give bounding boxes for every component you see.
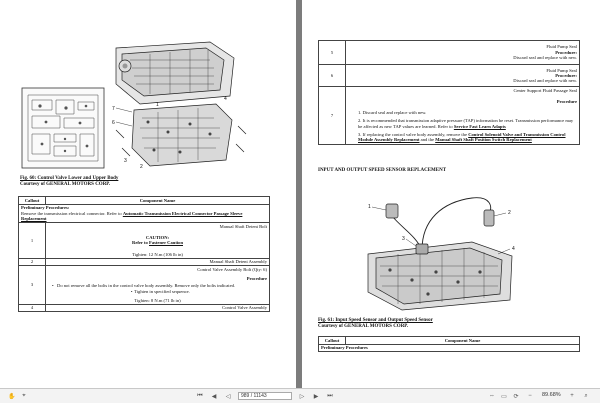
- section-heading: INPUT AND OUTPUT SPEED SENSOR REPLACEMENT: [318, 168, 447, 173]
- hand-icon[interactable]: ✋: [8, 393, 16, 400]
- viewer-toolbar: [0, 388, 600, 403]
- component-name: Center Support Fluid Passage Seal: [513, 87, 577, 93]
- component-cell: [346, 65, 580, 87]
- select-icon[interactable]: ⌖: [22, 392, 26, 399]
- table-row: [19, 223, 270, 259]
- svg-text:6: 6: [112, 120, 115, 126]
- speed-sensor-illustration: [362, 180, 552, 312]
- procedure-label: Procedure: [246, 276, 267, 282]
- table-header-callout: Callout: [319, 337, 346, 345]
- zoom-level: 89.68%: [542, 392, 561, 398]
- table-row: [19, 304, 270, 312]
- svg-text:3: 3: [402, 236, 405, 242]
- table-row: [19, 266, 270, 304]
- svg-text:2: 2: [508, 210, 511, 216]
- table-row: [319, 41, 580, 65]
- procedure-label: Procedure:: [555, 49, 577, 55]
- figure-credit: Courtesy of GENERAL MOTORS CORP.: [20, 182, 111, 187]
- sensor-components-table: [318, 336, 580, 352]
- fit-page-icon[interactable]: ▭: [501, 393, 507, 400]
- preliminary-label: Preliminary Procedures:: [21, 205, 70, 211]
- component-name: Fluid Pump Seal: [546, 67, 577, 73]
- procedure-bullet: Do not remove all the bolts in the control valve body assembly. Remove only the bolts indicated.: [57, 282, 236, 288]
- callout-cell: 6: [319, 65, 346, 87]
- search-icon[interactable]: ⌕: [584, 392, 588, 399]
- procedure-step: 2. It is recommended that transmission adaptive pressure (TAP) information be reset. Transmission performance may be affected as new TAP values are learned. Refer to: [358, 118, 574, 129]
- table-header-component: Component Name: [46, 197, 270, 205]
- tighten-spec: Tighten: 12 N.m (106 lb in): [132, 251, 183, 257]
- callout-cell: 1: [19, 223, 46, 259]
- procedure-label: Procedure: [556, 99, 577, 105]
- component-name: Manual Shaft Detent Bolt: [219, 223, 267, 229]
- preliminary-text: Remove the transmission electrical connector. Refer to: [21, 210, 122, 216]
- page-display: 989 / 11143: [241, 392, 267, 399]
- table-header-component: Component Name: [346, 337, 580, 345]
- table-row: [19, 258, 270, 266]
- svg-text:1: 1: [368, 204, 371, 210]
- svg-text:7: 7: [112, 106, 115, 112]
- svg-text:3: 3: [124, 158, 127, 164]
- document-page-left: [0, 0, 296, 388]
- svg-text:1: 1: [156, 102, 159, 108]
- components-table: [18, 196, 270, 312]
- preliminary-row: [19, 204, 270, 222]
- svg-text:4: 4: [512, 246, 515, 252]
- callout-cell: 2: [19, 258, 46, 266]
- table-row: [319, 87, 580, 145]
- fit-width-icon[interactable]: ⇔: [489, 393, 495, 399]
- zoom-in-icon[interactable]: +: [570, 393, 574, 399]
- component-cell: [346, 41, 580, 65]
- callout-cell: 3: [19, 266, 46, 304]
- procedure-step: 3. If replacing the control valve body assembly, remove the: [358, 132, 468, 137]
- svg-text:4: 4: [224, 96, 227, 102]
- callout-cell: 4: [19, 304, 46, 312]
- first-page-icon[interactable]: ⏮: [197, 392, 203, 399]
- caution-title: CAUTION:: [145, 235, 170, 240]
- figure-credit: Courtesy of GENERAL MOTORS CORP.: [318, 324, 409, 329]
- prev-page-icon[interactable]: ◀: [211, 393, 217, 400]
- preliminary-link[interactable]: Automatic Transmission Electrical Connector Passage Sleeve Replacement: [21, 210, 243, 221]
- procedure-connector: and the: [420, 137, 435, 143]
- control-valve-illustration: [20, 40, 270, 170]
- table-header-callout: Callout: [19, 197, 46, 205]
- service-fast-learn-link[interactable]: Service Fast Learn Adapts: [453, 123, 506, 129]
- tighten-spec: Tighten: 8 N.m (71 lb in): [134, 297, 181, 303]
- next-page-icon[interactable]: ▶: [313, 393, 319, 400]
- callout-cell: 5: [319, 41, 346, 65]
- procedure-bullet: Tighten in specified sequence.: [134, 289, 190, 295]
- preliminary-label: Preliminary Procedures: [319, 344, 580, 352]
- caution-link[interactable]: Fastener Caution: [149, 240, 183, 246]
- svg-text:2: 2: [140, 164, 143, 170]
- rotate-icon[interactable]: ⟳: [513, 393, 519, 400]
- manual-shaft-link[interactable]: Manual Shaft Shaft Position Switch Replacement: [435, 137, 532, 143]
- table-row: [319, 65, 580, 87]
- callout-cell: 7: [319, 87, 346, 145]
- components-table-continued: [318, 40, 580, 145]
- component-name: Control Valve Assembly Bolt (Qty: 6): [197, 267, 267, 272]
- caution-ref: Refer to: [132, 240, 148, 246]
- component-cell: [346, 87, 580, 145]
- figure-caption: Fig. 61: Input Speed Sensor and Output Speed Sensor: [318, 318, 433, 323]
- figure-caption: Fig. 60: Control Valve Lower and Upper Body: [20, 176, 119, 181]
- document-page-right: [302, 0, 600, 388]
- control-solenoid-link[interactable]: Control Solenoid Valve and Transmission Control Module Assembly Replacement: [358, 132, 566, 143]
- procedure-step: 1. Discard seal and replace with new.: [358, 109, 427, 115]
- component-cell: Control Valve Assembly Bolt (Qty: 6) Procedure • Do not remove all the bolts in the control valve body assembly. Remove only the bolts indicated. • Tighten in specified sequence. Tighten: 8 N.m (71 lb in): [46, 266, 270, 304]
- zoom-out-icon[interactable]: −: [528, 393, 532, 399]
- page-number-input[interactable]: [238, 392, 292, 400]
- procedure-text: Discard seal and replace with new.: [513, 78, 577, 84]
- next-view-icon[interactable]: ▷: [299, 393, 305, 400]
- procedure-label: Procedure:: [555, 73, 577, 79]
- component-name: Fluid Pump Seal: [546, 44, 577, 50]
- component-cell: Manual Shaft Detent Assembly: [46, 258, 270, 266]
- component-cell: Control Valve Assembly: [46, 304, 270, 312]
- last-page-icon[interactable]: ⏭: [327, 392, 333, 399]
- component-cell: [46, 223, 270, 259]
- procedure-text: Discard seal and replace with new.: [513, 55, 577, 61]
- prev-view-icon[interactable]: ◁: [225, 393, 231, 400]
